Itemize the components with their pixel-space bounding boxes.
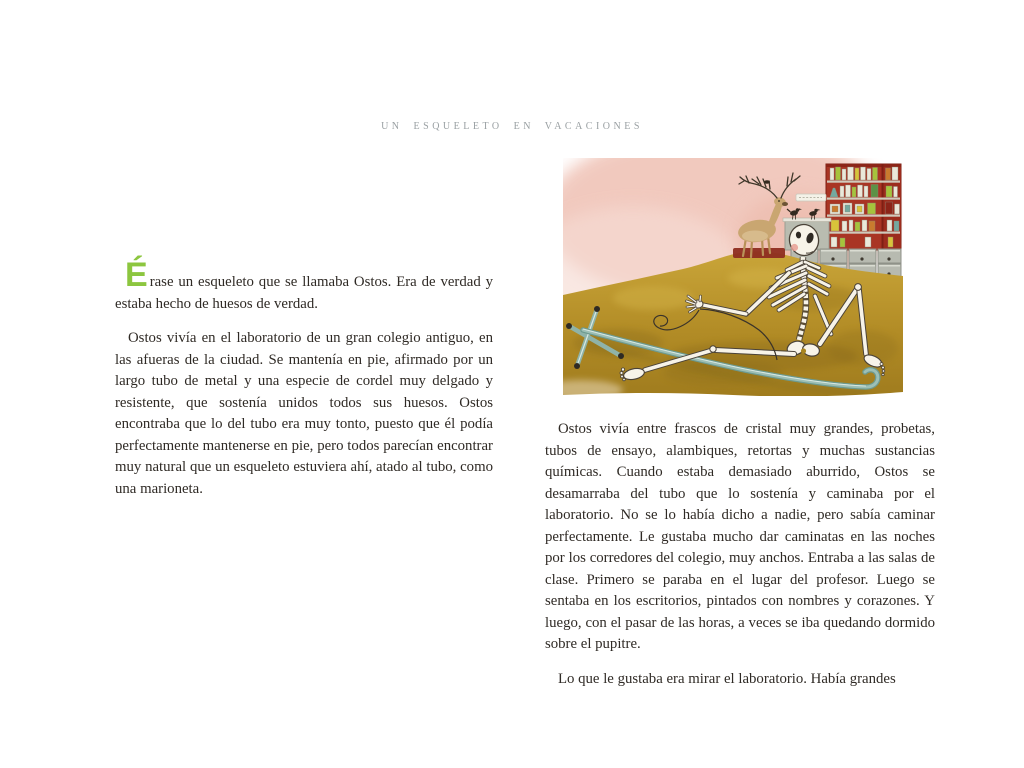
drop-cap-initial: É [125,256,149,294]
bookshelf [826,164,901,250]
running-head: UN ESQUELETO EN VACACIONES [381,121,643,132]
wall-sign [796,194,826,201]
right-text-column [545,419,935,703]
illustration-svg [563,158,903,398]
opening-paragraph [115,256,493,315]
bird-on-antler [764,180,770,184]
paragraph: Ostos vivía en el laboratorio de un gran colegio antiguo, en las afueras de la ciudad. Se mantenía en pie, afirmado por un largo tubo de metal y una especie de cordel muy delgado y resistente, que sostenía unidos todos sus huesos. Ostos encontraba que lo del tubo era muy tonto, puesto que él podía perfectamente mantenerse en pie, pero todos parecían encontrar muy natural que un esqueleto estuviera ahí, atado al tubo, como una marioneta. [115,330,493,497]
laboratory-illustration [563,158,903,398]
left-text-column [115,256,493,513]
opening-paragraph-text: rase un esqueleto que se llamaba Ostos. Era de verdad y estaba hecho de huesos de verdad. [115,274,493,312]
paragraph: Lo que le gustaba era mirar el laboratorio. Había grandes [558,670,896,687]
paragraph: Ostos vivía entre frascos de cristal muy grandes, probetas, tubos de ensayo, alambiques, retortas y muchas sustancias químicas. Cuando estaba demasiado aburrido, Ostos se desamarraba del tubo que lo sostenía y caminaba por el laboratorio. No se lo había dicho a nadie, pero sabía caminar perfectamente. Le gustaba mucho dar caminatas en las noches por los corredores del colegio, muy anchos. Entraba a las salas de clase. Primero se paraba en el lugar del profesor. Luego se sentaba en los escritorios, pintados con nombres y corazones. Y luego, con el pasar de las horas, a veces se iba quedando dormido sobre el pupitre. [545,421,935,652]
